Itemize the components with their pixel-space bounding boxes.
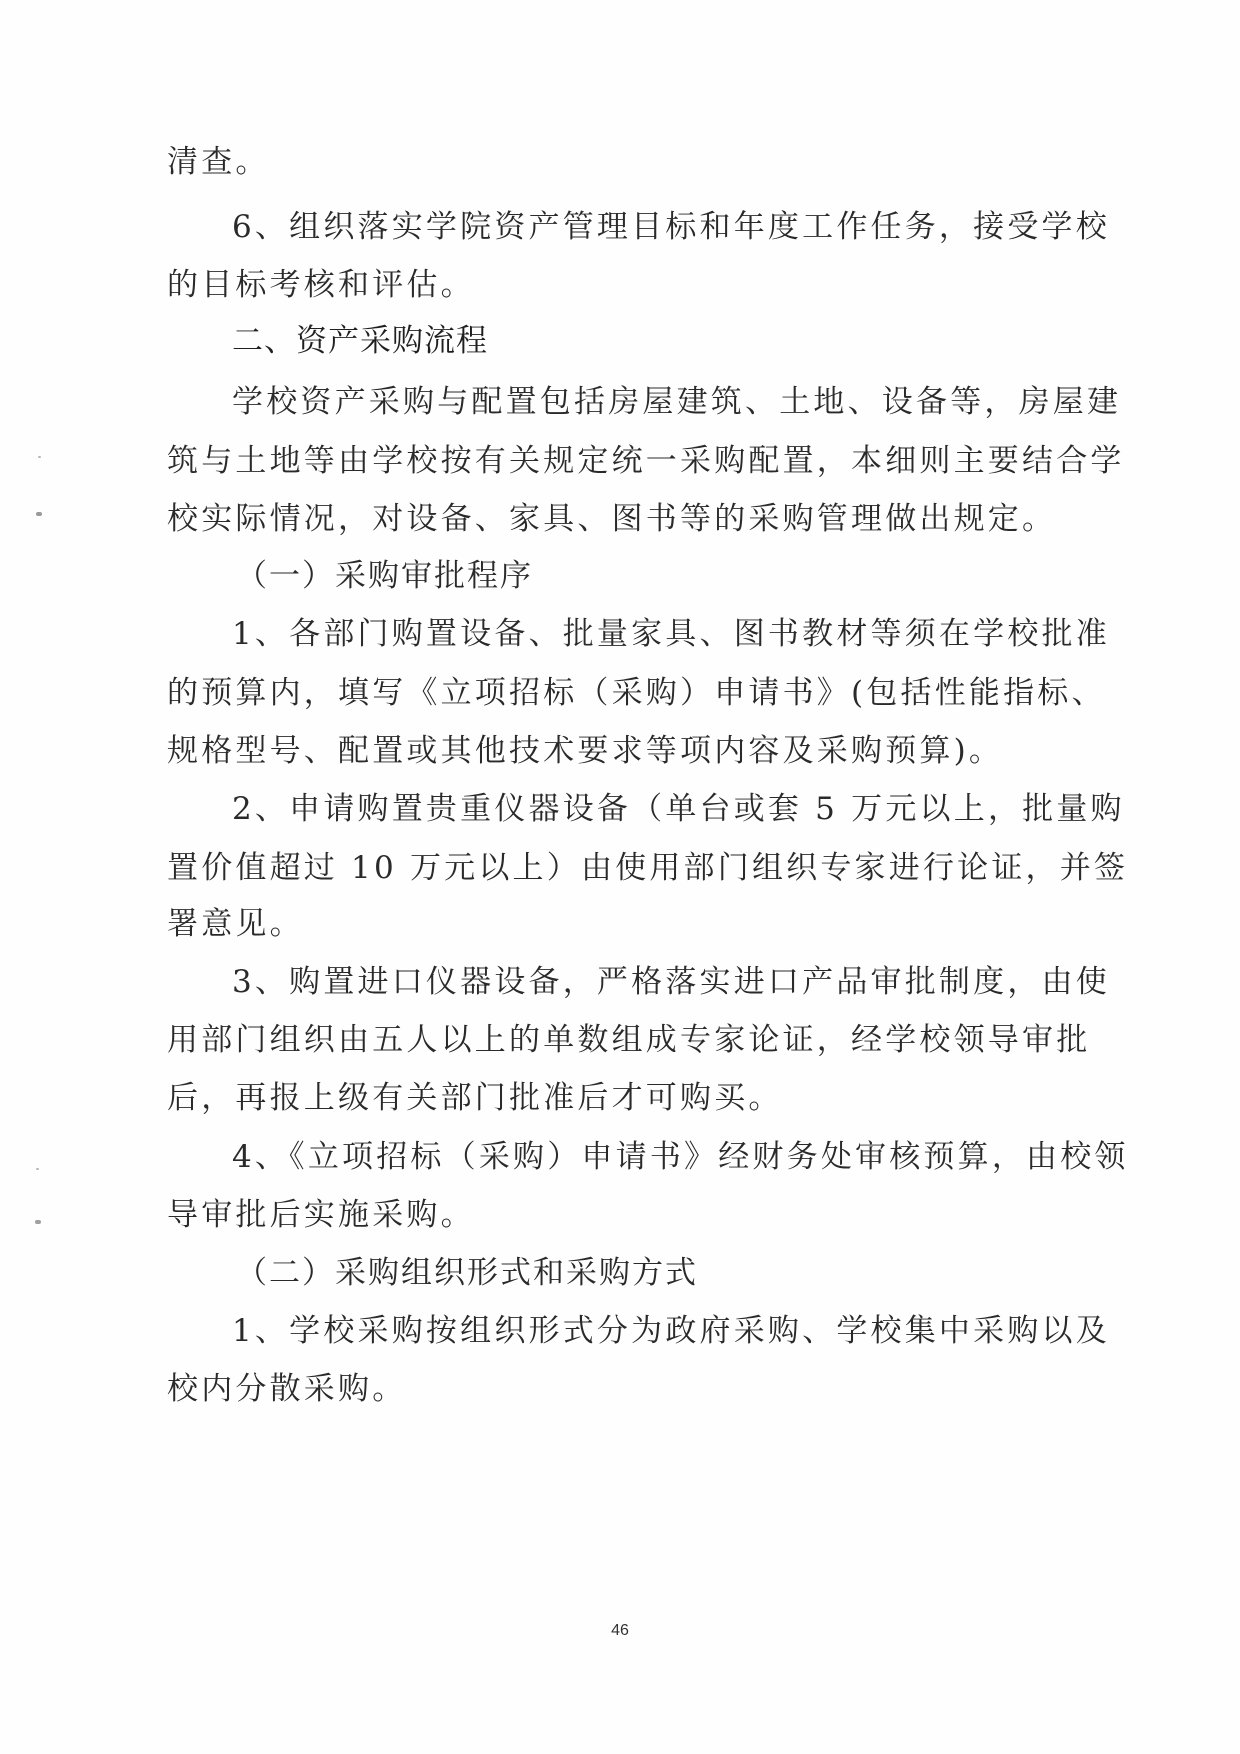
text-line: 置价值超过 10 万元以上）由使用部门组织专家进行论证，并签 xyxy=(167,850,1129,886)
scan-speck xyxy=(35,1220,41,1224)
text-line: 署意见。 xyxy=(167,906,304,942)
text-line: 3、购置进口仪器设备，严格落实进口产品审批制度，由使 xyxy=(232,964,1110,1000)
text-line: 1、各部门购置设备、批量家具、图书教材等须在学校批准 xyxy=(232,616,1110,652)
page-number: 46 xyxy=(611,1622,629,1639)
text-line: 1、学校采购按组织形式分为政府采购、学校集中采购以及 xyxy=(232,1313,1110,1349)
text-line: 学校资产采购与配置包括房屋建筑、土地、设备等，房屋建 xyxy=(232,384,1122,420)
text-line: 筑与土地等由学校按有关规定统一采购配置，本细则主要结合学 xyxy=(167,443,1125,479)
text-line: 导审批后实施采购。 xyxy=(167,1197,475,1233)
text-line: 校实际情况，对设备、家具、图书等的采购管理做出规定。 xyxy=(167,501,1057,537)
text-line: 的预算内，填写《立项招标（采购）申请书》(包括性能指标、 xyxy=(167,675,1106,711)
subsection-heading: （一）采购审批程序 xyxy=(236,558,533,594)
text-line: 校内分散采购。 xyxy=(167,1371,407,1407)
text-line: 4、《立项招标（采购）申请书》经财务处审核预算，由校领 xyxy=(232,1139,1129,1175)
text-line: 2、申请购置贵重仪器设备（单台或套 5 万元以上，批量购 xyxy=(232,791,1125,827)
text-line: 用部门组织由五人以上的单数组成专家论证，经学校领导审批 xyxy=(167,1022,1091,1058)
text-line: 后，再报上级有关部门批准后才可购买。 xyxy=(167,1080,783,1116)
section-heading: 二、资产采购流程 xyxy=(232,323,488,359)
text-line: 的目标考核和评估。 xyxy=(167,267,475,303)
scan-speck xyxy=(38,456,41,458)
text-line: 规格型号、配置或其他技术要求等项内容及采购预算)。 xyxy=(167,733,1004,769)
scan-speck xyxy=(36,512,42,516)
subsection-heading: （二）采购组织形式和采购方式 xyxy=(236,1255,698,1291)
scan-speck xyxy=(36,1168,39,1170)
text-line: 清查。 xyxy=(167,144,270,180)
text-line: 6、组织落实学院资产管理目标和年度工作任务，接受学校 xyxy=(232,209,1110,245)
